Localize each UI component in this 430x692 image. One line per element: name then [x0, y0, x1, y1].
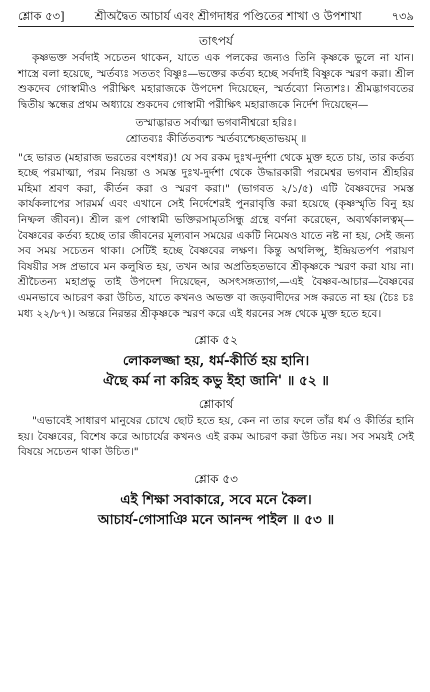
quoted-verse-line-1: তস্মাদ্ভারত সর্বাত্মা ভগবানীশ্বরো হরিঃ।	[135, 117, 297, 130]
header-verse-ref: শ্লোক ৫৩]	[18, 9, 65, 23]
purport-paragraph-2: "হে ভারত (মহারাজ ভরতের বংশধর)! যে সব রকম দুঃখ-দুর্দশা থেকে মুক্ত হতে চায়, তার কর্তব্য হচ্ছে পরমাত্মা, পরম নিয়ন্তা ও সমস্ত দুঃখ-দুর্দশা থেকে উদ্ধারকারী পরমেশ্বর ভগবান শ্রীহরির মহিমা শ্রবণ করা, কীর্তন করা ও স্মরণ করা।" (ভাগবত ২/১/৫) এটি বৈষ্ণবদের সমস্ত কার্যকলাপের সারমর্ম এবং এখানে সেই নির্দেশেরই পুনরাবৃত্তি করা হয়েছে (কৃষ্ণস্মৃতি বিনু হয় নিষ্ফল জীবন)। শ্রীল রূপ গোস্বামী ভক্তিরসামৃতসিন্ধু গ্রন্থে বর্ণনা করেছেন, অব্যর্থকালত্বম্—বৈষ্ণবের কর্তব্য হচ্ছে তার জীবনের মূল্যবান সময়ের একটি নিমেষও যাতে নষ্ট না হয়, সেই জন্য সব সময় সচেতন থাকা। সেটিই হচ্ছে বৈষ্ণবের লক্ষণ। কিন্তু অথলিপ্সু, ইন্দ্রিয়তর্পণ পরায়ণ বিষয়ীর সঙ্গ প্রভাবে মন কলুষিত হয়, তখন আর অপ্রতিহতভাবে শ্রীকৃষ্ণকে স্মরণ করা যায় না। শ্রীচৈতন্য মহাপ্রভু তাই উপদেশ দিয়েছেন, অসৎসঙ্গত্যাগ,—এই বৈষ্ণব-আচার—বৈষ্ণবের এমনভাবে আচরণ করা উচিত, যাতে কখনও অভক্ত বা জড়বাদীদের সঙ্গ করতে না হয় (চৈঃ চঃ মধ্য ২২/৮৭)। অন্তরে নিরন্তর শ্রীকৃষ্ণকে স্মরণ করে এই ধরনের সঙ্গ থেকে মুক্ত হতে হবে।	[18, 151, 414, 320]
page-number: ৭৩৯	[391, 9, 414, 23]
sloka-53-line-1: এই শিক্ষা সবাকারে, সবে মনে কৈল।	[120, 491, 312, 508]
sloka-52-line-1: লোকলজ্জা হয়, ধর্ম-কীর্তি হয় হানি।	[122, 353, 310, 370]
quoted-verse	[18, 116, 414, 147]
sloka-53-heading: শ্লোক ৫৩	[194, 471, 238, 486]
running-header	[18, 8, 414, 27]
header-chapter-title: শ্রীঅদ্বৈত আচার্য এবং শ্রীগদাধর পণ্ডিতের শাখা ও উপশাখা	[94, 9, 362, 23]
sloka-52-line-2: ঐছে কর্ম না করিহ কভু ইহা জানি' ॥ ৫২ ॥	[103, 373, 329, 390]
translation-heading: শ্লোকার্থ	[198, 397, 234, 412]
sloka-52-heading: শ্লোক ৫২	[194, 333, 238, 348]
purport-heading: তাৎপর্য	[199, 34, 233, 48]
purport-paragraph-1: কৃষ্ণভক্ত সর্বদাই সচেতন থাকেন, যাতে এক পলকের জন্যও তিনি কৃষ্ণকে ভুলে না যান। শাস্ত্রে বলা হয়েছে, স্মর্তব্যঃ সততং বিষ্ণুঃ—ভক্তের কর্তব্য হচ্ছে সর্বদাই বিষ্ণুকে স্মরণ করা। শ্রীল শুকদেব গোস্বামীও পরীক্ষিৎ মহারাজকে উপদেশ দিয়েছেন, স্মর্তব্যো নিত্যশঃ। শ্রীমদ্ভাগবতের দ্বিতীয় স্কন্ধের প্রথম অধ্যায়ে শুকদেব গোস্বামী পরীক্ষিৎ মহারাজকে নির্দেশ দিয়েছেন—	[18, 52, 414, 111]
sloka-53-line-2: আচার্য-গোসাঞি মনে আনন্দ পাইল ॥ ৫৩ ॥	[97, 511, 335, 528]
translation-text: "এভাবেই সাধারণ মানুষের চোখে ছোট হতে হয়, কেন না তার ফলে তাঁর ধর্ম ও কীর্তির হানি হয়। বৈষ্ণবের, বিশেষ করে আচার্যের কখনও এই রকম আচরণ করা উচিত নয়। সব সময়ই সেই বিষয়ে সচেতন থাকা উচিত।"	[18, 415, 414, 459]
quoted-verse-line-2: শ্রোতব্যঃ কীর্তিতব্যশ্চ স্মর্তব্যশ্চেচ্ছতাভয়ম্ ॥	[125, 132, 307, 145]
